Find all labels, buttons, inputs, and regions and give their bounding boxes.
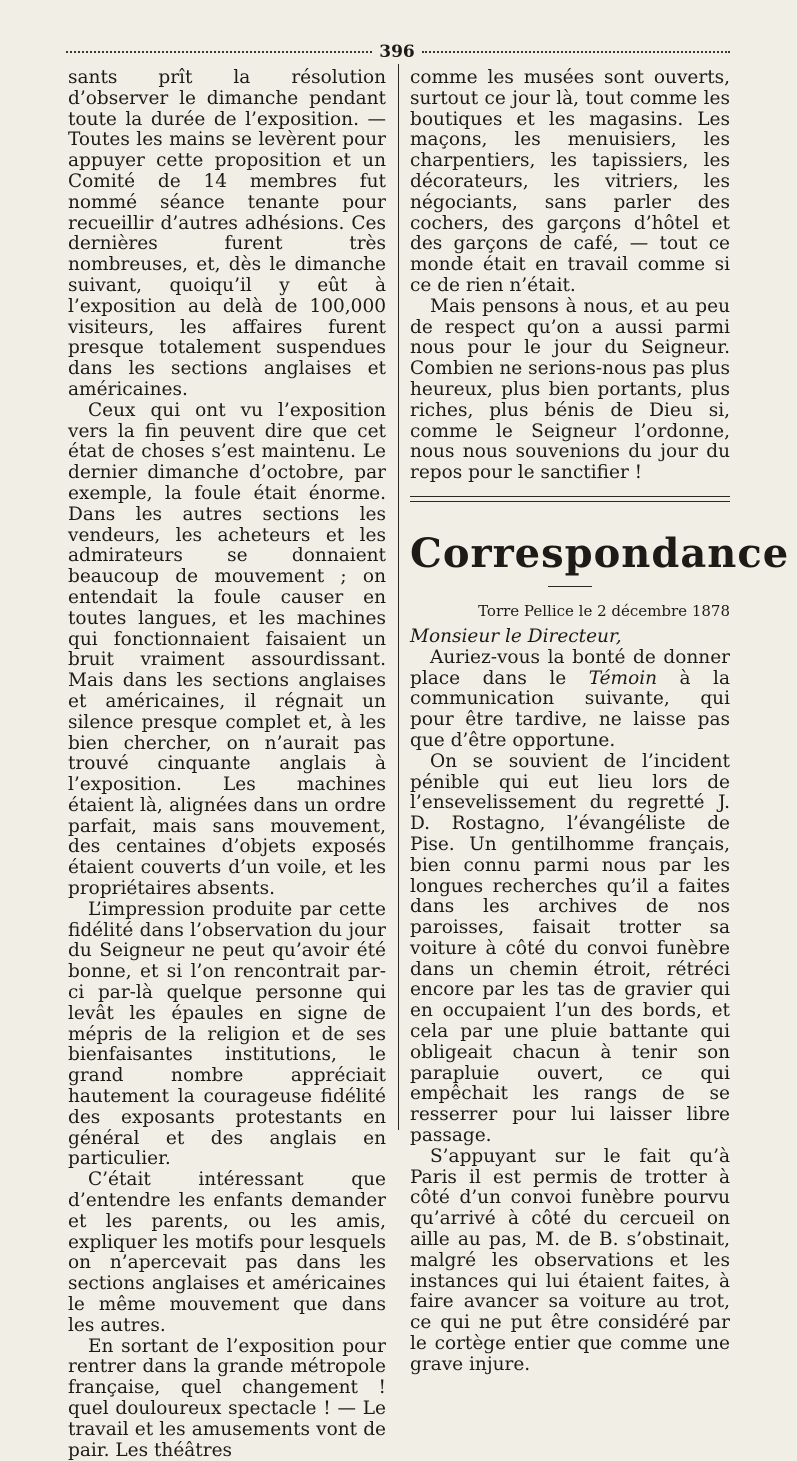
section-title: Correspondance bbox=[410, 529, 790, 577]
section-divider bbox=[410, 496, 730, 502]
header-rule-right bbox=[422, 51, 730, 53]
paragraph: On se souvient de l’incident pénible qui eut lieu lors de l’ensevelissement du regretté J. D. Rostagno, l’évangéliste de Pise. Un gentilhomme français, bien connu parmi nous par les longues recherches qu’il a faites dans les archives de nos paroisses, faisait trotter sa voiture à côté du convoi funèbre dans un chemin étroit, rétréci encore par les tas de gravier qui en occupaient l’un des bords, et cela par une pluie battante qui obligeait chacun à tenir son parapluie ouvert, ce qui empêchait les rangs de se resserrer pour lui laisser libre passage. bbox=[410, 750, 730, 1147]
letter-dateline: Torre Pellice le 2 décembre 1878 bbox=[478, 601, 730, 620]
header-rule-left bbox=[66, 51, 372, 53]
page-number: 396 bbox=[379, 42, 415, 62]
title-rule bbox=[548, 586, 592, 587]
paragraph-text: à la communication suivante, qui pour être tardive, ne laisse pas que d’être opportune. bbox=[410, 667, 730, 751]
paragraph: comme les musées sont ouverts, surtout ce jour là, tout comme les boutiques et les magasins. Les maçons, les menuisiers, les charpentiers, les tapissiers, les décorateurs, les vitriers, les négociants, sans parler des cochers, des garçons d’hôtel et des garçons de café, — tout ce monde était en travail comme si ce de rien n’était. bbox=[410, 67, 730, 296]
paragraph: L’impression produite par cette fidélité dans l’observation du jour du Seigneur ne peut qu’avoir été bonne, et si l’on rencontrait par-ci par-là quelque personne qui levât les épaules en signe de mépris de la religion et de ses bienfaisantes institutions, le grand nombre appréciait hautement la courageuse fidélité des exposants protestants en général et des anglais en particulier. bbox=[68, 898, 386, 1170]
paragraph: En sortant de l’exposition pour rentrer dans la grande métropole française, quel changement ! quel douloureux spectacle ! — Le travail et les amusements vont de pair. Les théâtres bbox=[68, 1335, 386, 1461]
paragraph: Ceux qui ont vu l’exposition vers la fin peuvent dire que cet état de choses s’est maintenu. Le dernier dimanche d’octobre, par exemple, la foule était énorme. Dans les autres sections les vendeurs, les acheteurs et les admirateurs se donnaient beaucoup de mouvement ; on entendait la foule causer en toutes langues, et les machines qui fonctionnaient faisaient un bruit vraiment assourdissant. Mais dans les sections anglaises et américaines, il régnait un silence presque complet et, à les bien chercher, on n’aurait pas trouvé cinquante anglais à l’exposition. Les machines étaient là, alignées dans un ordre parfait, mais sans mouvement, des centaines d’objets exposés étaient couverts d’un voile, et les propriétaires absents. bbox=[68, 399, 386, 900]
letter-salutation: Monsieur le Directeur, bbox=[410, 625, 622, 647]
page-header bbox=[66, 42, 730, 62]
paragraph: Mais pensons à nous, et au peu de respect qu’on a aussi parmi nous pour le jour du Seigneur. Combien ne serions-nous pas plus heureux, plus bien portants, plus riches, plus bénis de Dieu si, comme le Seigneur l’ordonne, nous nous souvenions du jour du repos pour le sanctifier ! bbox=[410, 295, 730, 484]
paragraph: C’était intéressant que d’entendre les enfants demander et les parents, ou les amis, expliquer les motifs pour lesquels on n’apercevait pas dans les sections anglaises et américaines le même mouvement que dans les autres. bbox=[68, 1169, 386, 1336]
left-column bbox=[68, 68, 386, 1461]
paragraph-text: Auriez-vous la bonté de donner place dans le bbox=[410, 646, 730, 689]
paragraph bbox=[410, 648, 730, 752]
paragraph: sants prît la résolution d’observer le dimanche pendant toute la durée de l’exposition. — Toutes les mains se levèrent pour appuyer cette proposition et un Comité de 14 membres fut nommé séance tenante pour recueillir d’autres adhésions. Ces dernières furent très nombreuses, et, dès le dimanche suivant, quoiqu’il y eût à l’exposition au delà de 100,000 visiteurs, les affaires furent presque totalement suspendues dans les sections anglaises et américaines. bbox=[68, 67, 386, 400]
right-column bbox=[410, 67, 790, 1376]
newspaper-title: Témoin bbox=[588, 667, 658, 689]
column-divider bbox=[398, 64, 399, 1130]
paragraph: S’appuyant sur le fait qu’à Paris il est permis de trotter à côté d’un convoi funèbre pourvu qu’arrivé à côté du cercueil on aille au pas, M. de B. s’obstinait, malgré les observations et les instances qui lui étaient faites, à faire avancer sa voiture au trot, ce qui ne put être considéré par le cortège entier que comme une grave injure. bbox=[410, 1145, 730, 1375]
